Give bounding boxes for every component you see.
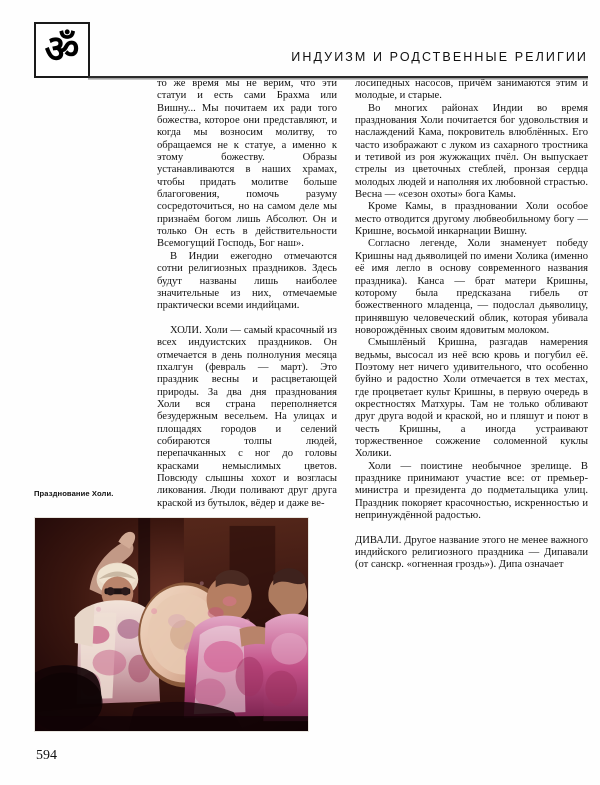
paragraph: Согласно легенде, Холи знаменует победу Кришны над дьяволицей по имени Холика (именно её имя легло в основу современного названия праздника). Канса — брат матери Кришны, которому была предсказана гибель от божественного младенца, — подослал дьяволицу, принявшую человеческий облик, которая убивала новорождённых своим ядовитым молоком.	[355, 238, 588, 336]
paragraph: Холи — поистине необычное зрелище. В празднике принимают участие все: от премьер-министра и президента до подметальщика улиц. Праздник покоряет красочностью, искренностью и непринуждённой радостью.	[355, 460, 588, 522]
paragraph-divali: ДИВАЛИ. Другое название этого не менее важного индийского религиозного праздника — Дипавали (от санскр. «огненная гроздь»). Дипа означает	[355, 534, 588, 571]
text-column-left	[157, 78, 337, 510]
paragraph: Смышлёный Кришна, разгадав намерения ведьмы, высосал из неё всю кровь и погубил её. Поэтому нет ничего удивительного, что особенно буйно и радостно Холи отмечается в тех местах, где процветает культ Кришны, в первую очередь в окрестностях Матхуры. Там не только обливают друг друга водой и краской, но и пляшут и поют в честь Кришны, а иногда устраивают торжественное сожжение соломенной куклы Холики.	[355, 337, 588, 460]
paragraph: Кроме Камы, в праздновании Холи особое место отводится другому любвеобильному богу — Кришне, восьмой инкарнации Вишну.	[355, 201, 588, 238]
page-header	[0, 12, 600, 70]
text-column-right	[355, 78, 588, 572]
paragraph: то же время мы не верим, что эти статуи и есть сами Брахма или Вишну... Мы почитаем их ради того божества, которое они представляют, и когда мы возносим молитву, то обращаемся не к статуе, а именно к этому божеству. Образы устанавливаются в наших храмах, чтобы придать молитве больше благоговения, помочь разуму сосредоточиться, но на самом деле мы признаём богом лишь Абсолют. Он и только Он есть в действительности Всемогущий Господь, Бог наш».	[157, 78, 337, 250]
running-head-title: ИНДУИЗМ И РОДСТВЕННЫЕ РЕЛИГИИ	[291, 50, 588, 64]
paragraph: Во многих районах Индии во время празднования Холи почитается бог удовольствия и наслаждений Кама, покровитель влюблённых. Его часто изображают с луком из сахарного тростника и тетивой из роя жужжащих пчёл. Он выпускает стрелы из цветочных стеблей, пронзая сердца молодых людей и наполняя их любовной страстью. Весна — «сезон охоты» бога Камы.	[355, 102, 588, 201]
om-symbol-badge	[34, 22, 90, 78]
paragraph: В Индии ежегодно отмечаются сотни религиозных праздников. Здесь будут названы лишь наиболее значительные из них, отмечаемые практически всеми индийцами.	[157, 250, 337, 312]
page-number: 594	[36, 748, 57, 763]
paragraph: лосипедных насосов, причём занимаются этим и молодые, и старые.	[355, 78, 588, 102]
paragraph-holi: ХОЛИ. Холи — самый красочный из всех индуистских праздников. Он отмечается в день полнолуния месяца пхалгун (февраль — март). Это праздник весны и расцветающей природы. За два дня празднования Холи вся страна переполняется безудержным весельем. На улицах и площадях городов и селений собираются толпы людей, перепачканных с ног до головы красками немыслимых цветов. Повсюду слышны хохот и возгласы ликования. Люди поливают друг друга краской из бутылок, вёдер и даже ве-	[157, 324, 337, 509]
om-icon: ॐ	[44, 27, 80, 71]
photograph-image	[35, 518, 308, 731]
figure-caption: Празднование Холи.	[34, 489, 114, 498]
photo-illustration	[35, 518, 308, 731]
holi-photograph	[34, 517, 309, 732]
